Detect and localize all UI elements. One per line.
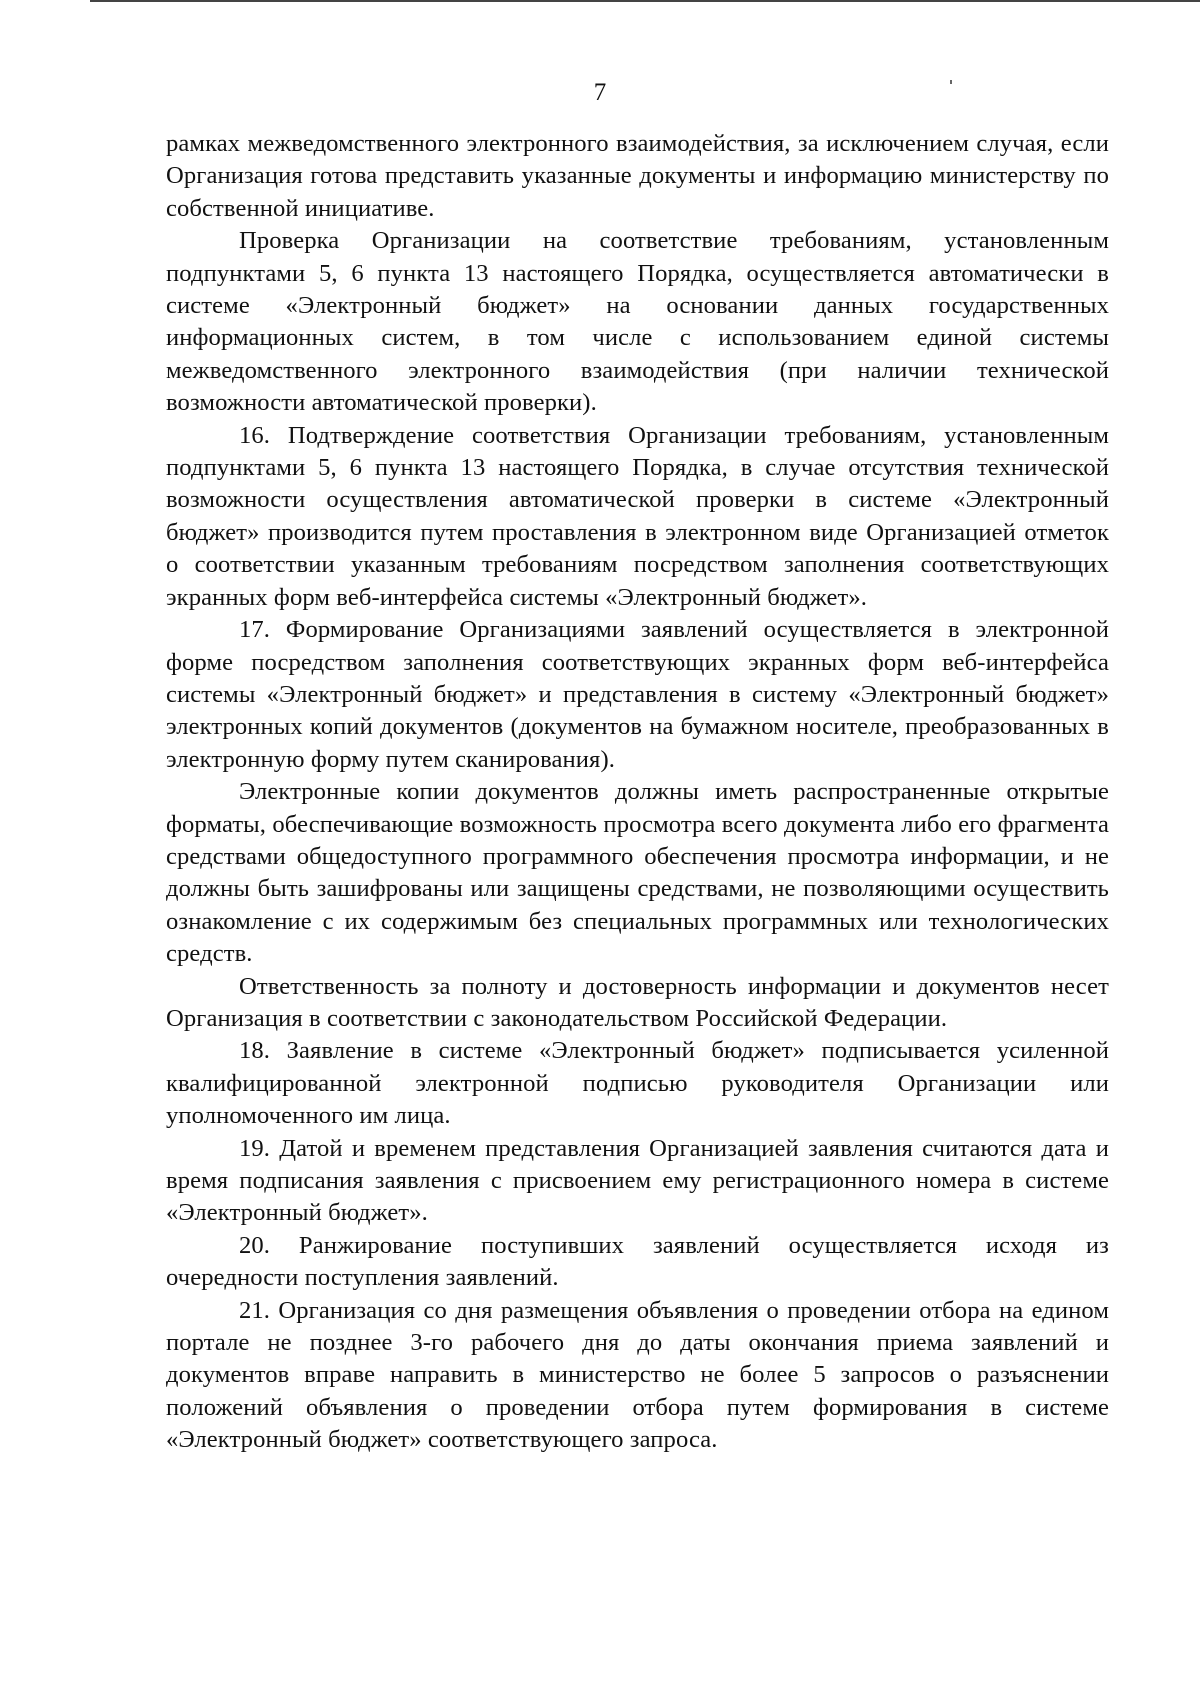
paragraph-20: 20. Ранжирование поступивших заявлений осуществляется исходя из очередности поступления заявлений. — [166, 1231, 1109, 1292]
paragraph-19: 19. Датой и временем представления Организацией заявления считаются дата и время подписания заявления с присвоением ему регистрационного номера в системе «Электронный бюджет». — [166, 1134, 1109, 1227]
document-body — [166, 128, 1109, 1457]
paragraph-18: 18. Заявление в системе «Электронный бюджет» подписывается усиленной квалифицированной электронной подписью руководителя Организации или уполномоченного им лица. — [166, 1037, 1109, 1130]
paragraph-17: 17. Формирование Организациями заявлений осуществляется в электронной форме посредством заполнения соответствующих экранных форм веб-интерфейса системы «Электронный бюджет» и представления в систему «Электронный бюджет» электронных копий документов (документов на бумажном носителе, преобразованных в электронную форму путем сканирования). — [166, 616, 1109, 773]
paragraph-electronic-copies: Электронные копии документов должны иметь распространенные открытые форматы, обеспечивающие возможность просмотра всего документа либо его фрагмента средствами общедоступного программного обеспечения просмотра информации, и не должны быть зашифрованы или защищены средствами, не позволяющими осуществить ознакомление с их содержимым без специальных программных или технологических средств. — [166, 778, 1109, 968]
scan-speck — [950, 80, 952, 84]
paragraph-continuation: рамках межведомственного электронного взаимодействия, за исключением случая, если Организация готова представить указанные документы и информацию министерству по собственной инициативе. — [166, 130, 1109, 222]
paragraph-responsibility: Ответственность за полноту и достоверность информации и документов несет Организация в соответствии с законодательством Российской Федерации. — [166, 972, 1109, 1032]
paragraph-verification: Проверка Организации на соответствие требованиям, установленным подпунктами 5, 6 пункта 13 настоящего Порядка, осуществляется автоматически в системе «Электронный бюджет» на основании данных государственных информационных систем, в том числе с использованием единой системы межведомственного электронного взаимодействия (при наличии технической возможности автоматической проверки). — [166, 227, 1109, 417]
paragraph-16: 16. Подтверждение соответствия Организации требованиям, установленным подпунктами 5, 6 пункта 13 настоящего Порядка, в случае отсутствия технической возможности осуществления автоматической проверки в системе «Электронный бюджет» производится путем проставления в электронном виде Организацией отметок о соответствии указанным требованиям посредством заполнения соответствующих экранных форм веб-интерфейса системы «Электронный бюджет». — [166, 421, 1109, 611]
paragraph-21: 21. Организация со дня размещения объявления о проведении отбора на едином портале не позднее 3-го рабочего дня до даты окончания приема заявлений и документов вправе направить в министерство не более 5 запросов о разъяснении положений объявления о проведении отбора путем формирования в системе «Электронный бюджет» соответствующего запроса. — [166, 1296, 1109, 1454]
scan-top-edge — [90, 0, 1200, 2]
page-number: 7 — [593, 79, 607, 106]
